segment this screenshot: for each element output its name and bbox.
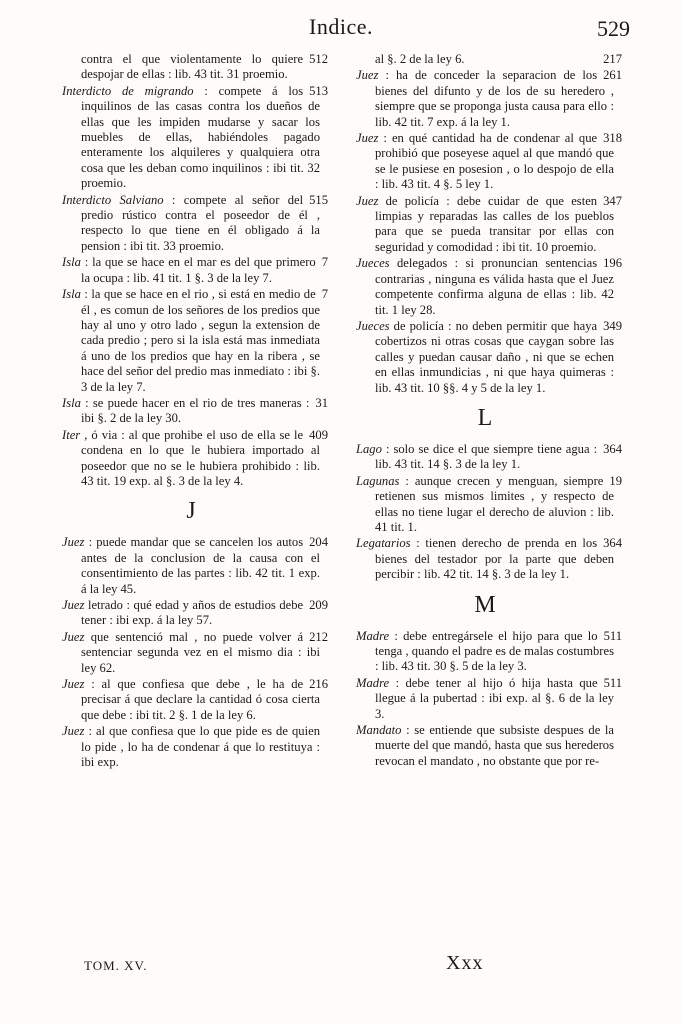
index-entry — [62, 677, 328, 723]
entry-text: : compete al señor del predio rústico contra el poseedor de él , respecto lo que tiene en él obligado á la pension : ibi tit. 33 proemio. — [81, 192, 320, 253]
entry-text: delegados : si pronuncian sentencias contrarias , ninguna es válida hasta que el Juez competente confirma alguna de ellas : lib. 42 tit. 1 ley 28. — [375, 256, 614, 317]
index-entry-continuation — [356, 52, 622, 67]
running-title: Indice. — [309, 14, 373, 39]
volume-label: TOM. XV. — [84, 958, 148, 973]
entry-headword: Isla — [62, 287, 81, 302]
entry-text: : debe tener al hijo ó hija hasta que llegue á la pubertad : ibi exp. al §. 6 de la ley 3. — [375, 675, 614, 721]
index-entry — [356, 723, 614, 769]
entry-text: de policía : debe cuidar de que esten limpias y reparadas las calles de los pueblos para que se pueda transitar por ellas con seguridad y comodidad : ibi tit. 10 proemio. — [375, 193, 614, 254]
entry-text: : puede mandar que se cancelen los autos antes de la conclusion de la causa con el consentimiento de las partes : lib. 42 tit. 1 exp. á la ley 45. — [81, 535, 320, 596]
entry-page-ref: 347 — [603, 193, 622, 208]
entry-page-ref: 364 — [603, 536, 622, 551]
index-entry — [62, 598, 328, 629]
entry-page-ref: 513 — [309, 83, 328, 98]
entry-text: letrado : qué edad y años de estudios debe tener : ibi exp. á la ley 57. — [81, 598, 304, 628]
page-header — [0, 14, 682, 50]
index-entry — [356, 256, 622, 318]
entry-page-ref: 217 — [603, 52, 622, 66]
entry-headword: Juez — [356, 68, 379, 83]
entry-headword: Mandato — [356, 723, 402, 738]
entry-text: : se puede hacer en el rio de tres maneras : ibi §. 2 de la ley 30. — [81, 395, 310, 426]
entry-page-ref: 19 — [609, 473, 622, 488]
entry-page-ref: 204 — [309, 535, 328, 550]
entry-text: : la que se hace en el rio , si está en medio de él , es comun de los señores de los predios que hay al uno y otro lado , segun la extension de cada predio ; pero si la isla está mas inmediata á uno de los predios que hay en la ribera , se hace del señor del predio mas inmediato : ibi §. 3 de la ley 7. — [81, 287, 320, 394]
left-column — [62, 52, 328, 771]
index-entry — [62, 255, 328, 286]
entry-text: al §. 2 de la ley 6. — [375, 52, 465, 66]
index-entry — [62, 395, 328, 427]
entry-page-ref: 216 — [309, 677, 328, 692]
section-letter: L — [477, 404, 493, 431]
entry-headword: Juez — [356, 193, 379, 208]
entry-headword: Juez — [356, 131, 379, 146]
entry-page-ref: 511 — [603, 675, 622, 690]
entry-headword: Iter — [62, 427, 81, 442]
index-entry — [62, 192, 328, 255]
entry-headword: Juez — [62, 677, 85, 692]
entry-headword: Juez — [62, 535, 85, 550]
index-entry — [356, 68, 622, 130]
entry-text: : aunque crecen y menguan, siempre retienen sus mismos limites , y respecto de ellas no tiene lugar el derecho de aluvion : lib. 41 tit. 1. — [375, 473, 614, 534]
signature-mark: Xxx — [446, 952, 484, 974]
entry-page-ref: 7 — [321, 255, 328, 270]
index-entry — [62, 724, 320, 770]
right-column — [356, 52, 622, 770]
entry-text: : al que confiesa que lo que pide es de quien lo pide , lo ha de condenar á que lo restituya : ibi exp. — [81, 724, 320, 770]
entry-page-ref: 364 — [603, 441, 622, 456]
entry-text: : tienen derecho de prenda en los bienes del testador por la parte que deben percibir : lib. 42 tit. 14 §. 3 de la ley 1. — [375, 536, 614, 582]
entry-text: : en qué cantidad ha de condenar al que prohibió que poseyese aquel al que mandó que se le pusiese en posesion , o lo despojo de ella : lib. 43 tit. 4 §. 5 ley 1. — [375, 131, 614, 192]
entry-headword: Madre — [356, 675, 390, 690]
entry-text: contra el que violentamente lo quiere despojar de ellas : lib. 43 tit. 31 proemio. — [81, 52, 304, 82]
entry-page-ref: 212 — [309, 629, 328, 644]
index-entry — [62, 287, 328, 395]
entry-text: : debe entregársele el hijo para que lo tenga , quando el padre es de malas costumbres : lib. 43 tit. 30 §. 5 de la ley 3. — [375, 628, 614, 674]
entry-page-ref: 261 — [603, 68, 622, 83]
entry-text: de policía : no deben permitir que haya cobertizos ni otras cosas que caygan sobre las calles y puedan causar daño , ni que se echen en ellas inmundicias , ni que haya quimeras : lib. 43 tit. 10 §§. 4 y 5 de la ley 1. — [375, 318, 614, 395]
entry-text: : al que confiesa que debe , le ha de precisar á que declare la cantidad ó cosa cierta que debe : ibi tit. 2 §. 1 de la ley 6. — [81, 677, 320, 722]
index-entry — [356, 441, 622, 473]
entry-text: : ha de conceder la separacion de los bienes del difunto y de los de su heredero , siempre que se proponga justa causa para ello : lib. 42 tit. 7 exp. á la ley 1. — [375, 68, 614, 129]
index-entry — [356, 131, 622, 193]
entry-headword: Juez — [62, 724, 85, 739]
entry-headword: Isla — [62, 395, 81, 410]
entry-headword: Interdicto de migrando — [62, 83, 194, 98]
entry-text: : solo se dice el que siempre tiene agua : lib. 43 tit. 14 §. 3 de la ley 1. — [375, 441, 598, 472]
index-entry — [356, 318, 622, 396]
entry-page-ref: 196 — [603, 256, 622, 271]
index-entry — [356, 473, 622, 536]
entry-page-ref: 318 — [603, 131, 622, 146]
entry-headword: Juez — [62, 598, 85, 612]
section-letter: M — [474, 591, 496, 618]
entry-headword: Lago — [356, 441, 382, 456]
page-number: 529 — [597, 16, 630, 41]
index-entry — [62, 629, 328, 676]
entry-text: que sentenció mal , no puede volver á sentenciar segunda vez en el mismo dia : ibi ley 62. — [81, 629, 320, 675]
entry-text: : la que se hace en el mar es del que primero la ocupa : lib. 41 tit. 1 §. 3 de la ley 7. — [81, 255, 316, 285]
index-entry — [356, 675, 622, 722]
section-letter: J — [186, 498, 196, 525]
entry-headword: Jueces — [356, 318, 390, 333]
entry-headword: Madre — [356, 628, 390, 643]
index-entry — [62, 83, 328, 192]
entry-page-ref: 511 — [603, 628, 622, 643]
index-entry — [356, 193, 622, 256]
entry-headword: Legatarios — [356, 536, 411, 551]
entry-headword: Jueces — [356, 256, 390, 271]
entry-page-ref: 512 — [309, 52, 328, 66]
entry-page-ref: 515 — [309, 192, 328, 207]
index-entry-continuation — [62, 52, 328, 83]
entry-headword: Isla — [62, 255, 81, 270]
entry-headword: Interdicto Salviano — [62, 192, 164, 207]
entry-text: : se entiende que subsiste despues de la muerte del que mandó, hasta que sus herederos revocan el mandato , no obstante que por re- — [375, 723, 614, 768]
entry-text: : compete á los inquilinos de las casas contra los dueños de ellas que les impiden mudarse y sacar los muebles de ellas, habiéndoles pagado enteramente los alquileres y qualquiera otra cosa que les deban como inquilinos : ibi tit. 32 proemio. — [81, 83, 320, 191]
index-entry — [356, 536, 622, 582]
index-entry — [356, 628, 622, 675]
entry-page-ref: 7 — [321, 287, 328, 302]
entry-text: , ó via : al que prohibe el uso de ella se le condena en lo que le hubiera importado al poseedor que no se le hubiera prohibido : lib. 43 tit. 19 exp. al §. 3 de la ley 4. — [81, 427, 320, 488]
index-entry — [62, 535, 328, 597]
entry-headword: Lagunas — [356, 473, 400, 488]
entry-page-ref: 409 — [309, 427, 328, 442]
entry-page-ref: 31 — [315, 395, 328, 410]
entry-page-ref: 209 — [309, 598, 328, 612]
index-entry — [62, 427, 328, 490]
entry-page-ref: 349 — [603, 318, 622, 333]
entry-headword: Juez — [62, 629, 85, 644]
